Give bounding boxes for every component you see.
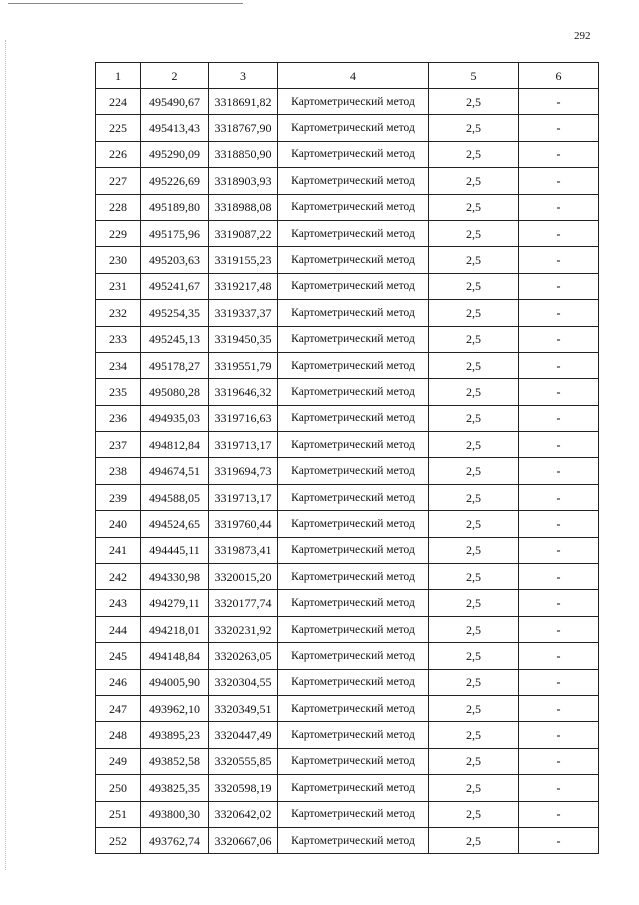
note-cell: - — [519, 695, 599, 721]
accuracy-cell: 2,5 — [429, 326, 519, 352]
y-coordinate-cell: 3320667,06 — [209, 827, 278, 853]
x-coordinate-cell: 495241,67 — [141, 273, 209, 299]
note-cell: - — [519, 352, 599, 378]
x-coordinate-cell: 494330,98 — [141, 564, 209, 590]
method-cell: Картометрический метод — [278, 616, 429, 642]
point-number-cell: 233 — [96, 326, 141, 352]
note-cell: - — [519, 194, 599, 220]
y-coordinate-cell: 3319646,32 — [209, 379, 278, 405]
method-cell: Картометрический метод — [278, 194, 429, 220]
accuracy-cell: 2,5 — [429, 273, 519, 299]
x-coordinate-cell: 494812,84 — [141, 432, 209, 458]
x-coordinate-cell: 494935,03 — [141, 405, 209, 431]
accuracy-cell: 2,5 — [429, 89, 519, 115]
x-coordinate-cell: 495490,67 — [141, 89, 209, 115]
accuracy-cell: 2,5 — [429, 801, 519, 827]
accuracy-cell: 2,5 — [429, 484, 519, 510]
point-number-cell: 230 — [96, 247, 141, 273]
note-cell: - — [519, 643, 599, 669]
method-cell: Картометрический метод — [278, 115, 429, 141]
header-cell-4: 4 — [278, 63, 429, 89]
note-cell: - — [519, 220, 599, 246]
x-coordinate-cell: 494005,90 — [141, 669, 209, 695]
accuracy-cell: 2,5 — [429, 458, 519, 484]
y-coordinate-cell: 3319450,35 — [209, 326, 278, 352]
table-row — [96, 194, 599, 220]
note-cell: - — [519, 89, 599, 115]
note-cell: - — [519, 827, 599, 853]
note-cell: - — [519, 484, 599, 510]
point-number-cell: 251 — [96, 801, 141, 827]
y-coordinate-cell: 3318988,08 — [209, 194, 278, 220]
y-coordinate-cell: 3319713,17 — [209, 484, 278, 510]
method-cell: Картометрический метод — [278, 511, 429, 537]
y-coordinate-cell: 3320555,85 — [209, 748, 278, 774]
accuracy-cell: 2,5 — [429, 511, 519, 537]
table-row — [96, 616, 599, 642]
accuracy-cell: 2,5 — [429, 168, 519, 194]
accuracy-cell: 2,5 — [429, 564, 519, 590]
note-cell: - — [519, 115, 599, 141]
method-cell: Картометрический метод — [278, 537, 429, 563]
method-cell: Картометрический метод — [278, 168, 429, 194]
accuracy-cell: 2,5 — [429, 643, 519, 669]
table-row — [96, 484, 599, 510]
method-cell: Картометрический метод — [278, 247, 429, 273]
table-row — [96, 590, 599, 616]
table-row — [96, 775, 599, 801]
point-number-cell: 250 — [96, 775, 141, 801]
x-coordinate-cell: 494674,51 — [141, 458, 209, 484]
point-number-cell: 244 — [96, 616, 141, 642]
x-coordinate-cell: 495189,80 — [141, 194, 209, 220]
method-cell: Картометрический метод — [278, 775, 429, 801]
x-coordinate-cell: 495413,43 — [141, 115, 209, 141]
point-number-cell: 248 — [96, 722, 141, 748]
accuracy-cell: 2,5 — [429, 379, 519, 405]
method-cell: Картометрический метод — [278, 669, 429, 695]
y-coordinate-cell: 3320598,19 — [209, 775, 278, 801]
point-number-cell: 231 — [96, 273, 141, 299]
note-cell: - — [519, 590, 599, 616]
table-row — [96, 141, 599, 167]
point-number-cell: 229 — [96, 220, 141, 246]
method-cell: Картометрический метод — [278, 643, 429, 669]
table-row — [96, 827, 599, 853]
x-coordinate-cell: 494279,11 — [141, 590, 209, 616]
header-cell-6: 6 — [519, 63, 599, 89]
x-coordinate-cell: 495226,69 — [141, 168, 209, 194]
note-cell: - — [519, 564, 599, 590]
y-coordinate-cell: 3318903,93 — [209, 168, 278, 194]
note-cell: - — [519, 432, 599, 458]
y-coordinate-cell: 3319087,22 — [209, 220, 278, 246]
header-cell-2: 2 — [141, 63, 209, 89]
point-number-cell: 235 — [96, 379, 141, 405]
table-row — [96, 695, 599, 721]
table-row — [96, 326, 599, 352]
point-number-cell: 227 — [96, 168, 141, 194]
table-row — [96, 511, 599, 537]
point-number-cell: 228 — [96, 194, 141, 220]
accuracy-cell: 2,5 — [429, 405, 519, 431]
note-cell: - — [519, 722, 599, 748]
header-cell-5: 5 — [429, 63, 519, 89]
x-coordinate-cell: 494588,05 — [141, 484, 209, 510]
note-cell: - — [519, 379, 599, 405]
accuracy-cell: 2,5 — [429, 669, 519, 695]
x-coordinate-cell: 493825,35 — [141, 775, 209, 801]
y-coordinate-cell: 3319713,17 — [209, 432, 278, 458]
x-coordinate-cell: 493800,30 — [141, 801, 209, 827]
point-number-cell: 236 — [96, 405, 141, 431]
y-coordinate-cell: 3320231,92 — [209, 616, 278, 642]
point-number-cell: 226 — [96, 141, 141, 167]
accuracy-cell: 2,5 — [429, 775, 519, 801]
y-coordinate-cell: 3320642,02 — [209, 801, 278, 827]
left-margin-rule — [5, 40, 6, 870]
method-cell: Картометрический метод — [278, 220, 429, 246]
accuracy-cell: 2,5 — [429, 194, 519, 220]
top-rule — [8, 3, 243, 4]
coordinates-table — [95, 62, 599, 854]
note-cell: - — [519, 669, 599, 695]
x-coordinate-cell: 495245,13 — [141, 326, 209, 352]
y-coordinate-cell: 3319337,37 — [209, 300, 278, 326]
accuracy-cell: 2,5 — [429, 141, 519, 167]
point-number-cell: 232 — [96, 300, 141, 326]
x-coordinate-cell: 495175,96 — [141, 220, 209, 246]
point-number-cell: 237 — [96, 432, 141, 458]
table-header-row — [96, 63, 599, 89]
method-cell: Картометрический метод — [278, 827, 429, 853]
y-coordinate-cell: 3320447,49 — [209, 722, 278, 748]
note-cell: - — [519, 616, 599, 642]
y-coordinate-cell: 3318691,82 — [209, 89, 278, 115]
note-cell: - — [519, 537, 599, 563]
table-row — [96, 352, 599, 378]
table-row — [96, 722, 599, 748]
x-coordinate-cell: 493762,74 — [141, 827, 209, 853]
y-coordinate-cell: 3319694,73 — [209, 458, 278, 484]
accuracy-cell: 2,5 — [429, 432, 519, 458]
method-cell: Картометрический метод — [278, 89, 429, 115]
accuracy-cell: 2,5 — [429, 827, 519, 853]
point-number-cell: 252 — [96, 827, 141, 853]
note-cell: - — [519, 405, 599, 431]
x-coordinate-cell: 495080,28 — [141, 379, 209, 405]
method-cell: Картометрический метод — [278, 564, 429, 590]
table-row — [96, 458, 599, 484]
point-number-cell: 245 — [96, 643, 141, 669]
point-number-cell: 242 — [96, 564, 141, 590]
x-coordinate-cell: 493895,23 — [141, 722, 209, 748]
x-coordinate-cell: 495254,35 — [141, 300, 209, 326]
accuracy-cell: 2,5 — [429, 115, 519, 141]
method-cell: Картометрический метод — [278, 432, 429, 458]
point-number-cell: 224 — [96, 89, 141, 115]
note-cell: - — [519, 775, 599, 801]
point-number-cell: 241 — [96, 537, 141, 563]
note-cell: - — [519, 247, 599, 273]
accuracy-cell: 2,5 — [429, 748, 519, 774]
table-row — [96, 432, 599, 458]
accuracy-cell: 2,5 — [429, 352, 519, 378]
accuracy-cell: 2,5 — [429, 247, 519, 273]
x-coordinate-cell: 493962,10 — [141, 695, 209, 721]
note-cell: - — [519, 273, 599, 299]
note-cell: - — [519, 141, 599, 167]
x-coordinate-cell: 494445,11 — [141, 537, 209, 563]
y-coordinate-cell: 3319716,63 — [209, 405, 278, 431]
accuracy-cell: 2,5 — [429, 537, 519, 563]
y-coordinate-cell: 3319155,23 — [209, 247, 278, 273]
table-body — [96, 63, 599, 854]
y-coordinate-cell: 3319551,79 — [209, 352, 278, 378]
point-number-cell: 240 — [96, 511, 141, 537]
table-row — [96, 273, 599, 299]
method-cell: Картометрический метод — [278, 405, 429, 431]
table-row — [96, 564, 599, 590]
table-row — [96, 379, 599, 405]
table-row — [96, 643, 599, 669]
note-cell: - — [519, 300, 599, 326]
y-coordinate-cell: 3320177,74 — [209, 590, 278, 616]
point-number-cell: 243 — [96, 590, 141, 616]
table-row — [96, 89, 599, 115]
table-row — [96, 220, 599, 246]
x-coordinate-cell: 494524,65 — [141, 511, 209, 537]
x-coordinate-cell: 495203,63 — [141, 247, 209, 273]
note-cell: - — [519, 801, 599, 827]
y-coordinate-cell: 3318850,90 — [209, 141, 278, 167]
x-coordinate-cell: 495290,09 — [141, 141, 209, 167]
method-cell: Картометрический метод — [278, 326, 429, 352]
page-number: 292 — [574, 30, 591, 42]
y-coordinate-cell: 3318767,90 — [209, 115, 278, 141]
point-number-cell: 238 — [96, 458, 141, 484]
y-coordinate-cell: 3319873,41 — [209, 537, 278, 563]
table-row — [96, 801, 599, 827]
header-cell-1: 1 — [96, 63, 141, 89]
header-cell-3: 3 — [209, 63, 278, 89]
accuracy-cell: 2,5 — [429, 300, 519, 326]
point-number-cell: 225 — [96, 115, 141, 141]
table-row — [96, 115, 599, 141]
x-coordinate-cell: 494218,01 — [141, 616, 209, 642]
note-cell: - — [519, 326, 599, 352]
x-coordinate-cell: 495178,27 — [141, 352, 209, 378]
table-row — [96, 247, 599, 273]
accuracy-cell: 2,5 — [429, 220, 519, 246]
y-coordinate-cell: 3320304,55 — [209, 669, 278, 695]
table-row — [96, 300, 599, 326]
method-cell: Картометрический метод — [278, 300, 429, 326]
x-coordinate-cell: 493852,58 — [141, 748, 209, 774]
accuracy-cell: 2,5 — [429, 695, 519, 721]
point-number-cell: 246 — [96, 669, 141, 695]
y-coordinate-cell: 3319217,48 — [209, 273, 278, 299]
method-cell: Картометрический метод — [278, 695, 429, 721]
point-number-cell: 249 — [96, 748, 141, 774]
method-cell: Картометрический метод — [278, 352, 429, 378]
table-row — [96, 748, 599, 774]
method-cell: Картометрический метод — [278, 722, 429, 748]
point-number-cell: 234 — [96, 352, 141, 378]
method-cell: Картометрический метод — [278, 801, 429, 827]
accuracy-cell: 2,5 — [429, 590, 519, 616]
y-coordinate-cell: 3320349,51 — [209, 695, 278, 721]
x-coordinate-cell: 494148,84 — [141, 643, 209, 669]
accuracy-cell: 2,5 — [429, 616, 519, 642]
method-cell: Картометрический метод — [278, 458, 429, 484]
method-cell: Картометрический метод — [278, 748, 429, 774]
note-cell: - — [519, 458, 599, 484]
y-coordinate-cell: 3320263,05 — [209, 643, 278, 669]
method-cell: Картометрический метод — [278, 590, 429, 616]
method-cell: Картометрический метод — [278, 141, 429, 167]
note-cell: - — [519, 748, 599, 774]
note-cell: - — [519, 511, 599, 537]
table-row — [96, 168, 599, 194]
y-coordinate-cell: 3319760,44 — [209, 511, 278, 537]
method-cell: Картометрический метод — [278, 379, 429, 405]
method-cell: Картометрический метод — [278, 273, 429, 299]
note-cell: - — [519, 168, 599, 194]
table-row — [96, 669, 599, 695]
table-row — [96, 405, 599, 431]
method-cell: Картометрический метод — [278, 484, 429, 510]
accuracy-cell: 2,5 — [429, 722, 519, 748]
table-row — [96, 537, 599, 563]
y-coordinate-cell: 3320015,20 — [209, 564, 278, 590]
point-number-cell: 239 — [96, 484, 141, 510]
point-number-cell: 247 — [96, 695, 141, 721]
